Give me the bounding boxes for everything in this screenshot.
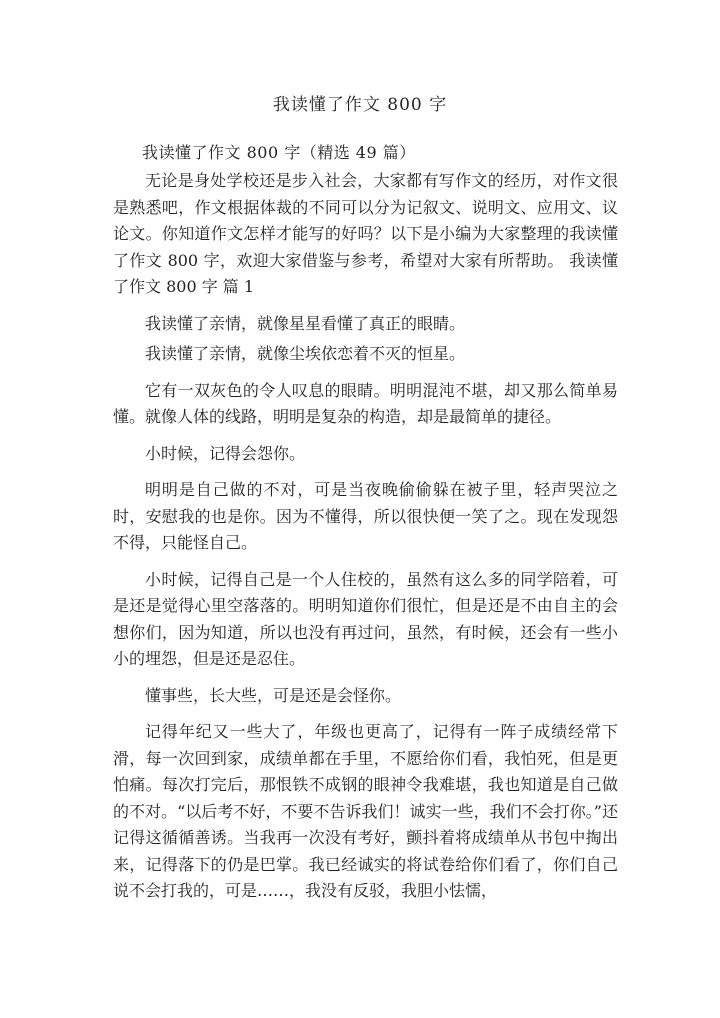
paragraph-intro: 无论是身处学校还是步入社会，大家都有写作文的经历，对作文很是熟悉吧，作文根据体裁的不同可以分为记叙文、说明文、应用文、议论文。你知道作文怎样才能写的好吗？以下是小编为大家整理的我读懂了作文 800 字，欢迎大家借鉴与参考，希望对大家有所帮助。 我读懂了作文 800 字 篇 1 — [113, 171, 618, 296]
paragraph-comfort: 明明是自己做的不对，可是当夜晚偷偷躲在被子里，轻声哭泣之时，安慰我的也是你。因为不懂得，所以很快便一笑了之。现在发现怨不得，只能怪自己。 — [113, 480, 618, 552]
paragraph-line-2: 我读懂了亲情，就像尘埃依恋着不灭的恒星。 — [145, 344, 466, 363]
paragraph-childhood-1: 小时候，记得会怨你。 — [145, 443, 306, 463]
document-title: 我读懂了作文 800 字 — [272, 95, 448, 115]
paragraph-eyes: 它有一双灰色的令人叹息的眼睛。明明混沌不堪，却又那么简单易懂。就像人体的线路，明明是复杂的构造，却是最简单的捷径。 — [113, 380, 618, 426]
document-subtitle: 我读懂了作文 800 字（精选 49 篇） — [142, 143, 416, 162]
paragraph-boarding: 小时候，记得自己是一个人住校的，虽然有这么多的同学陪着，可是还是觉得心里空落落的。明明知道你们很忙，但是还是不由自主的会想你们，因为知道，所以也没有再过问，虽然，有时候，还会有一些小小的埋怨，但是还是忍住。 — [113, 569, 618, 668]
paragraph-grow-up: 懂事些，长大些，可是还是会怪你。 — [145, 685, 402, 705]
paragraph-grades: 记得年纪又一些大了，年级也更高了，记得有一阵子成绩经常下滑，每一次回到家，成绩单都在手里，不愿给你们看，我怕死，但是更怕痛。每次打完后，那恨铁不成钢的眼神令我难堪，我也知道是自己做的不对。“以后考不好，不要不告诉我们！诚实一些，我们不会打你。”还记得这循循善诱。当我再一次没有考好，颤抖着将成绩单从书包中掏出来，记得落下的仍是巴掌。我已经诚实的将试卷给你们看了，你们自己说不会打我的，可是……，我没有反驳，我胆小怯懦， — [113, 722, 618, 900]
paragraph-line-1: 我读懂了亲情，就像星星看懂了真正的眼睛。 — [145, 313, 466, 333]
document-body — [113, 168, 618, 915]
